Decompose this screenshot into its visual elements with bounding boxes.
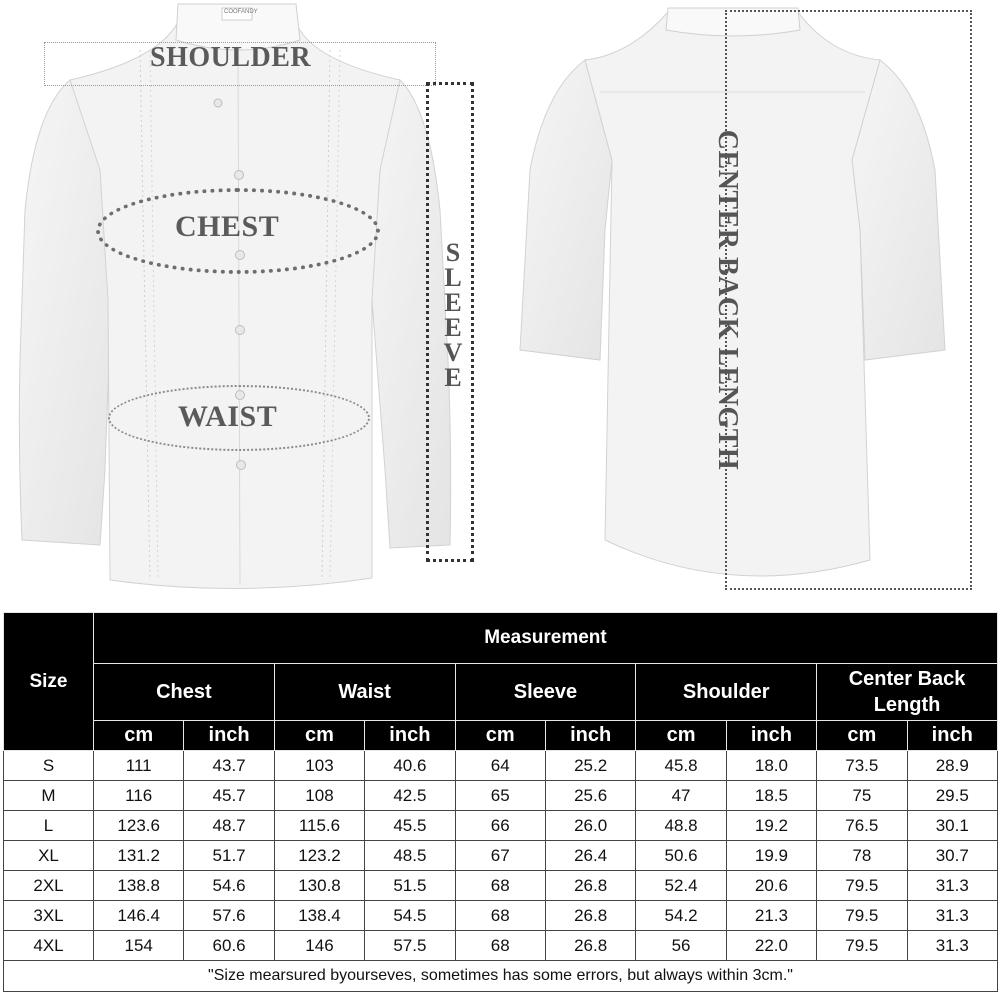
shoulder-header: Shoulder <box>636 664 817 721</box>
unit-inch: inch <box>545 721 635 751</box>
size-chart-table <box>3 612 998 992</box>
unit-cm: cm <box>94 721 184 751</box>
table-row <box>4 901 998 931</box>
unit-inch: inch <box>907 721 997 751</box>
value-cell: 18.0 <box>726 751 816 781</box>
front-shirt <box>19 4 450 589</box>
value-cell: 50.6 <box>636 841 726 871</box>
size-disclaimer-note: "Size mearsured byourseves, sometimes has some errors, but always within 3cm." <box>4 961 998 992</box>
value-cell: 30.1 <box>907 811 997 841</box>
value-cell: 30.7 <box>907 841 997 871</box>
measurement-header: Measurement <box>94 613 998 664</box>
unit-inch: inch <box>365 721 455 751</box>
table-row <box>4 751 998 781</box>
unit-cm: cm <box>817 721 907 751</box>
value-cell: 19.2 <box>726 811 816 841</box>
value-cell: 66 <box>455 811 545 841</box>
value-cell: 79.5 <box>817 931 907 961</box>
size-cell: L <box>4 811 94 841</box>
value-cell: 57.5 <box>365 931 455 961</box>
value-cell: 138.4 <box>274 901 364 931</box>
chest-header: Chest <box>94 664 275 721</box>
value-cell: 108 <box>274 781 364 811</box>
value-cell: 65 <box>455 781 545 811</box>
value-cell: 31.3 <box>907 931 997 961</box>
table-row <box>4 811 998 841</box>
value-cell: 20.6 <box>726 871 816 901</box>
center-back-length-label: CENTER BACK LENGTH <box>712 129 743 471</box>
value-cell: 76.5 <box>817 811 907 841</box>
value-cell: 22.0 <box>726 931 816 961</box>
size-chart-header <box>4 613 998 751</box>
sleeve-label: SLEEVE <box>443 238 463 392</box>
unit-cm: cm <box>636 721 726 751</box>
value-cell: 42.5 <box>365 781 455 811</box>
table-row <box>4 931 998 961</box>
value-cell: 31.3 <box>907 871 997 901</box>
size-cell: S <box>4 751 94 781</box>
value-cell: 31.3 <box>907 901 997 931</box>
waist-label: WAIST <box>178 400 278 433</box>
value-cell: 25.6 <box>545 781 635 811</box>
center-back-length-header: Center Back Length <box>817 664 998 721</box>
value-cell: 43.7 <box>184 751 274 781</box>
value-cell: 78 <box>817 841 907 871</box>
value-cell: 48.7 <box>184 811 274 841</box>
value-cell: 103 <box>274 751 364 781</box>
value-cell: 79.5 <box>817 901 907 931</box>
value-cell: 26.8 <box>545 901 635 931</box>
value-cell: 111 <box>94 751 184 781</box>
value-cell: 73.5 <box>817 751 907 781</box>
value-cell: 52.4 <box>636 871 726 901</box>
unit-inch: inch <box>184 721 274 751</box>
value-cell: 45.5 <box>365 811 455 841</box>
value-cell: 60.6 <box>184 931 274 961</box>
unit-inch: inch <box>726 721 816 751</box>
size-cell: 2XL <box>4 871 94 901</box>
value-cell: 26.8 <box>545 871 635 901</box>
value-cell: 68 <box>455 901 545 931</box>
value-cell: 25.2 <box>545 751 635 781</box>
value-cell: 28.9 <box>907 751 997 781</box>
value-cell: 26.8 <box>545 931 635 961</box>
value-cell: 26.0 <box>545 811 635 841</box>
size-cell: M <box>4 781 94 811</box>
value-cell: 26.4 <box>545 841 635 871</box>
value-cell: 54.6 <box>184 871 274 901</box>
value-cell: 130.8 <box>274 871 364 901</box>
size-chart-body <box>4 751 998 961</box>
value-cell: 45.8 <box>636 751 726 781</box>
center-back-length-measure-box <box>725 10 972 590</box>
value-cell: 56 <box>636 931 726 961</box>
value-cell: 18.5 <box>726 781 816 811</box>
table-row <box>4 871 998 901</box>
value-cell: 19.9 <box>726 841 816 871</box>
value-cell: 40.6 <box>365 751 455 781</box>
value-cell: 64 <box>455 751 545 781</box>
value-cell: 54.5 <box>365 901 455 931</box>
value-cell: 48.8 <box>636 811 726 841</box>
waist-header: Waist <box>274 664 455 721</box>
value-cell: 154 <box>94 931 184 961</box>
size-cell: 4XL <box>4 931 94 961</box>
value-cell: 29.5 <box>907 781 997 811</box>
value-cell: 68 <box>455 931 545 961</box>
table-row <box>4 781 998 811</box>
value-cell: 45.7 <box>184 781 274 811</box>
value-cell: 79.5 <box>817 871 907 901</box>
shoulder-label: SHOULDER <box>150 42 312 73</box>
value-cell: 48.5 <box>365 841 455 871</box>
value-cell: 138.8 <box>94 871 184 901</box>
value-cell: 47 <box>636 781 726 811</box>
value-cell: 115.6 <box>274 811 364 841</box>
value-cell: 75 <box>817 781 907 811</box>
unit-cm: cm <box>274 721 364 751</box>
value-cell: 51.7 <box>184 841 274 871</box>
value-cell: 146.4 <box>94 901 184 931</box>
center-back-length-label-wrap <box>702 120 752 480</box>
value-cell: 67 <box>455 841 545 871</box>
size-header: Size <box>4 613 94 751</box>
value-cell: 131.2 <box>94 841 184 871</box>
size-cell: 3XL <box>4 901 94 931</box>
value-cell: 146 <box>274 931 364 961</box>
sleeve-header: Sleeve <box>455 664 636 721</box>
value-cell: 123.6 <box>94 811 184 841</box>
value-cell: 57.6 <box>184 901 274 931</box>
chest-label: CHEST <box>175 210 280 243</box>
value-cell: 68 <box>455 871 545 901</box>
value-cell: 54.2 <box>636 901 726 931</box>
value-cell: 51.5 <box>365 871 455 901</box>
unit-cm: cm <box>455 721 545 751</box>
value-cell: 116 <box>94 781 184 811</box>
size-cell: XL <box>4 841 94 871</box>
table-row <box>4 841 998 871</box>
value-cell: 21.3 <box>726 901 816 931</box>
value-cell: 123.2 <box>274 841 364 871</box>
front-brand-label: COOFANDY <box>224 9 258 15</box>
